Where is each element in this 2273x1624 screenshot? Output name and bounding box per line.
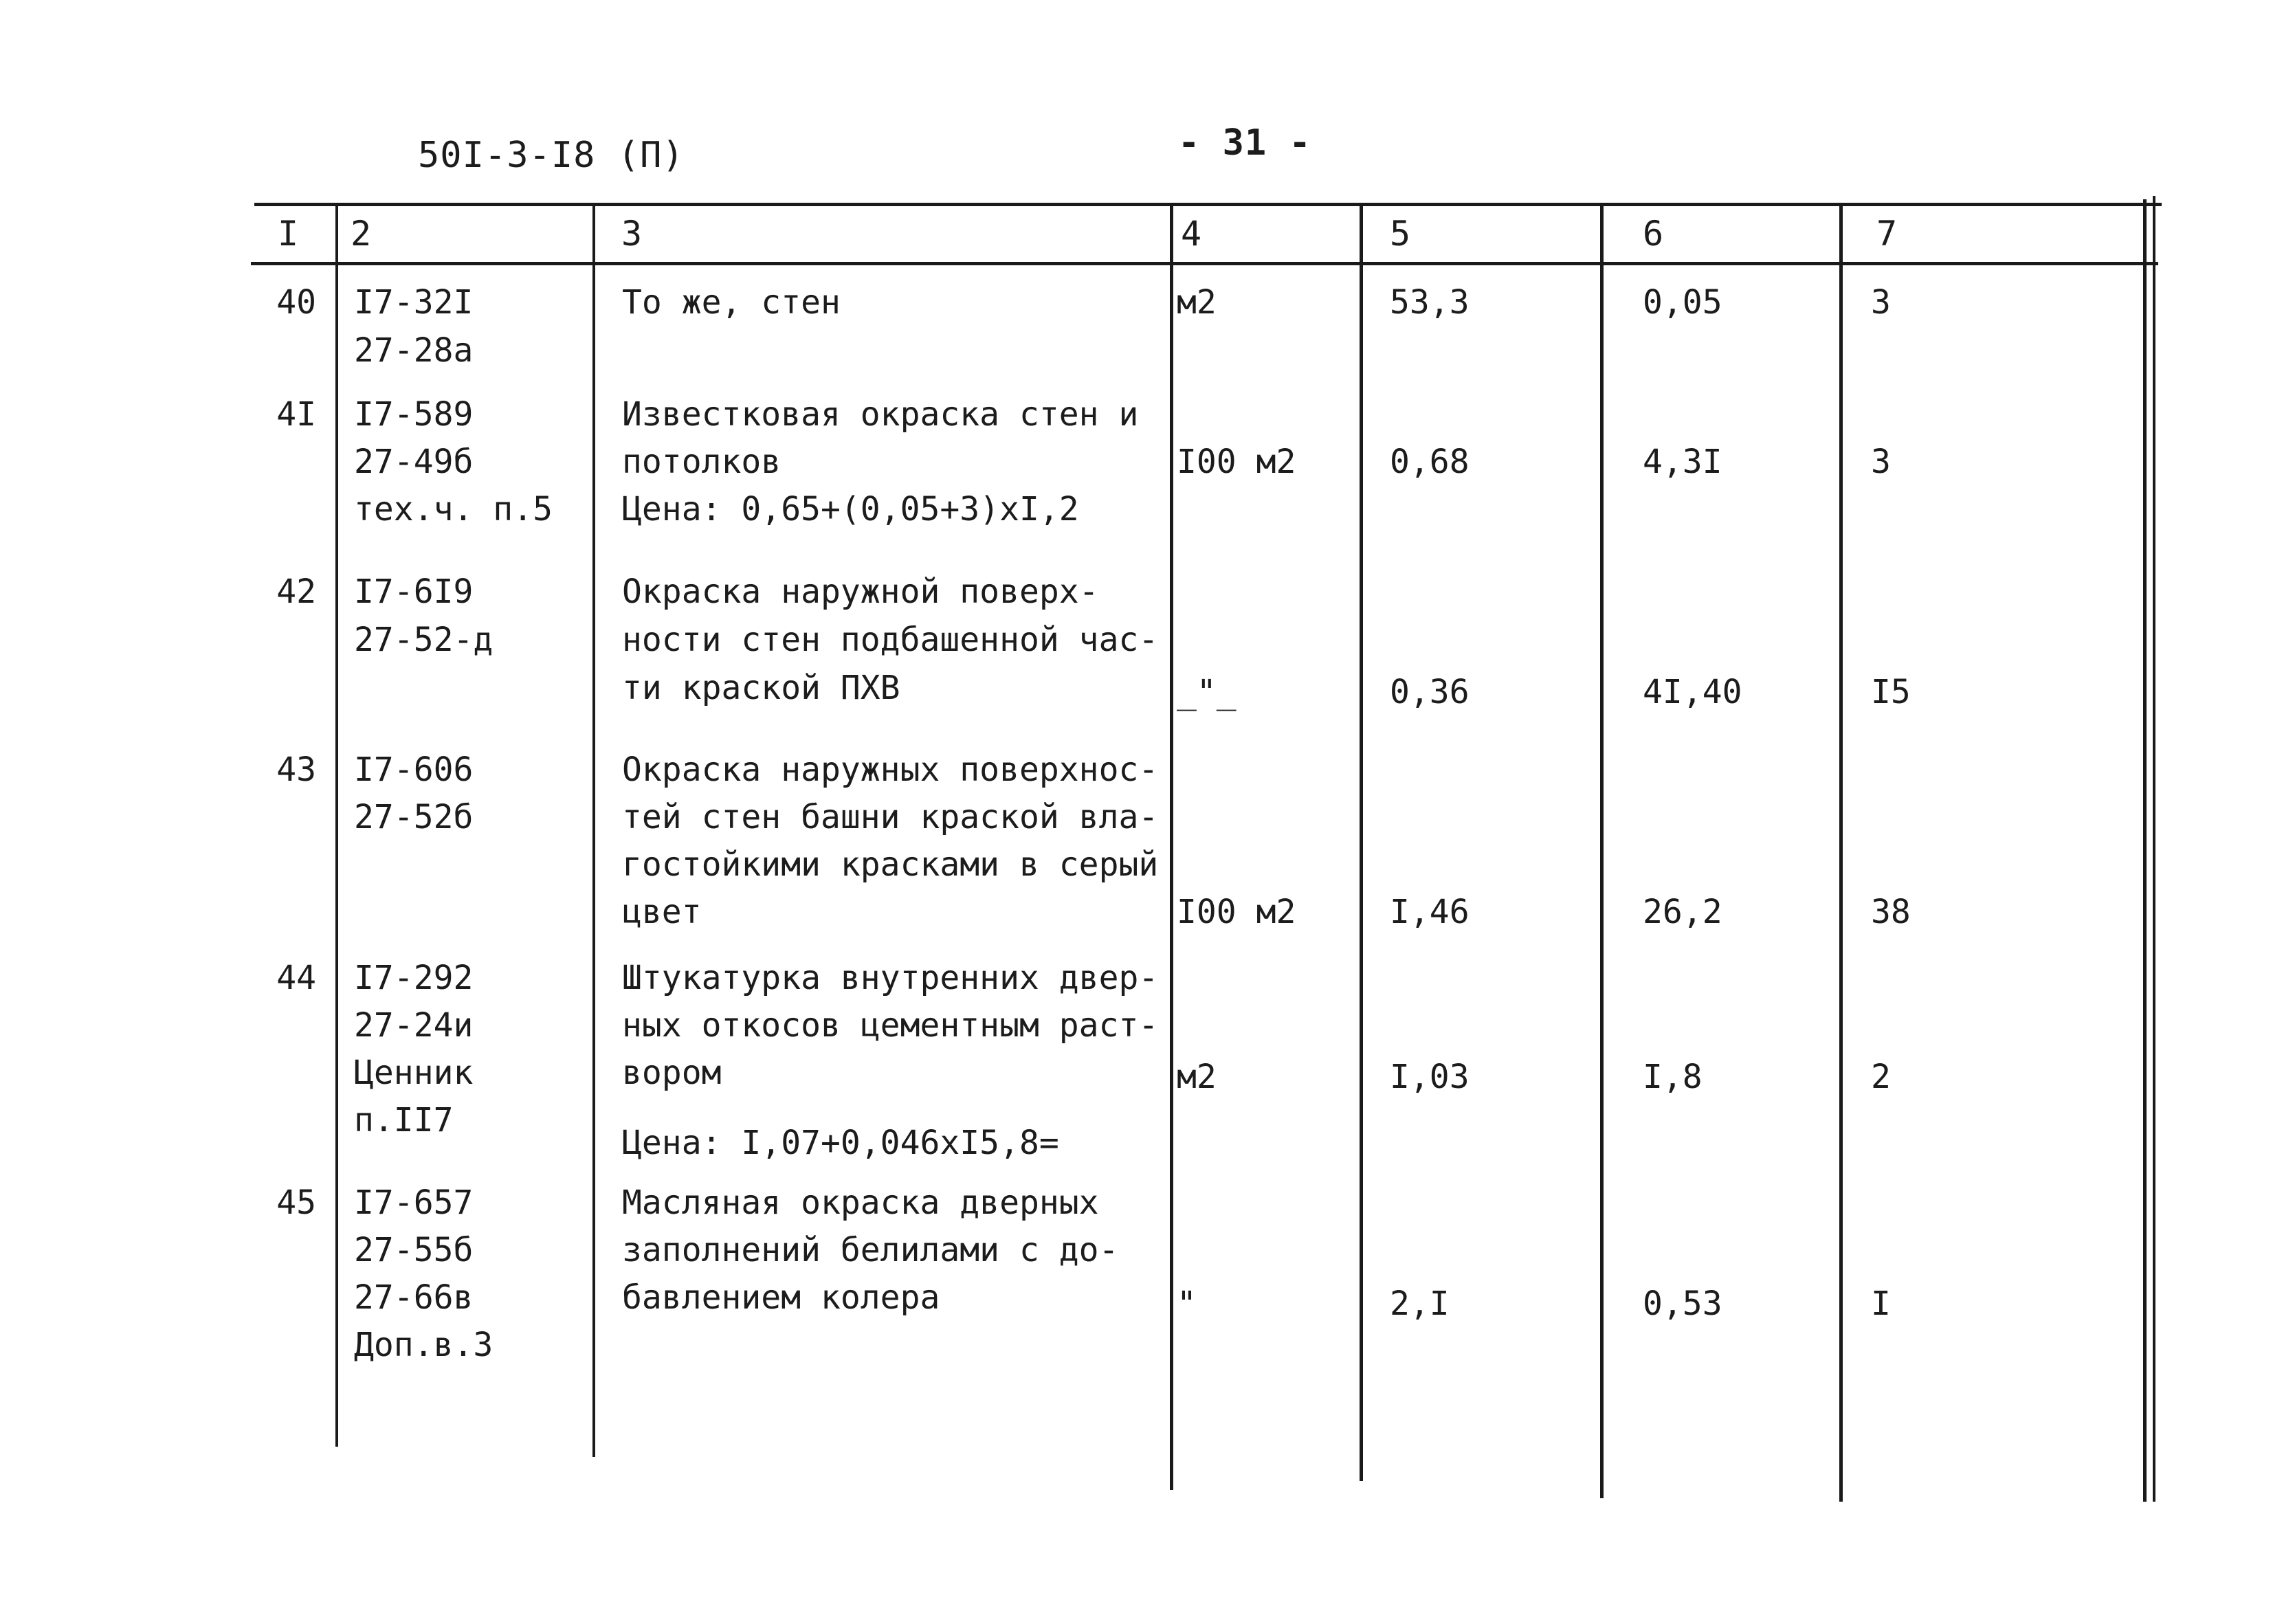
norm-code: I7-606 <box>354 750 474 789</box>
column-header-4: 4 <box>1181 214 1202 254</box>
quantity: 0,36 <box>1390 673 1470 711</box>
norm-code: п.II7 <box>354 1101 454 1139</box>
work-description: ных откосов цементным раст- <box>622 1006 1159 1045</box>
unit-price: 4,3I <box>1643 443 1722 481</box>
quantity: 2,I <box>1390 1284 1450 1323</box>
work-description: ности стен подбашенной час- <box>622 621 1159 659</box>
row-number: 44 <box>276 959 316 997</box>
total-cost: 3 <box>1871 283 1891 322</box>
total-cost: I5 <box>1871 673 1911 711</box>
unit: I00 м2 <box>1177 893 1296 931</box>
row-number: 43 <box>276 750 316 789</box>
work-description: Известковая окраска стен и <box>622 395 1139 434</box>
norm-code: 27-52б <box>354 798 474 836</box>
table-top-border <box>254 203 2162 206</box>
unit: " <box>1177 1284 1197 1323</box>
row-number: 45 <box>276 1183 316 1222</box>
quantity: 53,3 <box>1390 283 1470 322</box>
norm-code: I7-657 <box>354 1183 474 1222</box>
work-description: вором <box>622 1054 722 1092</box>
norm-code: тех.ч. п.5 <box>354 490 553 529</box>
column-divider-5 <box>1600 206 1604 1498</box>
page-number: - 31 - <box>1178 122 1311 164</box>
total-cost: 3 <box>1871 443 1891 481</box>
work-description: цвет <box>622 893 702 931</box>
unit: _"_ <box>1177 673 1237 711</box>
row-number: 42 <box>276 572 316 611</box>
price-formula: Цена: 0,65+(0,05+3)хI,2 <box>622 490 1079 529</box>
unit-price: 4I,40 <box>1643 673 1742 711</box>
norm-code: Доп.в.3 <box>354 1326 494 1364</box>
quantity: I,46 <box>1390 893 1470 931</box>
quantity: I,03 <box>1390 1058 1470 1096</box>
unit-price: 0,05 <box>1643 283 1722 322</box>
work-description: То же, стен <box>622 283 841 322</box>
column-header-5: 5 <box>1390 214 1411 254</box>
row-number: 40 <box>276 283 316 322</box>
unit: I00 м2 <box>1177 443 1296 481</box>
column-header-2: 2 <box>351 214 372 254</box>
column-divider-6 <box>1839 206 1843 1502</box>
quantity: 0,68 <box>1390 443 1470 481</box>
total-cost: 2 <box>1871 1058 1891 1096</box>
norm-code: 27-55б <box>354 1231 474 1269</box>
table-header-divider <box>251 262 2158 265</box>
work-description: тей стен башни краской вла- <box>622 798 1159 836</box>
norm-code: Ценник <box>354 1054 474 1092</box>
document-code: 50I-3-I8 (П) <box>418 135 685 176</box>
work-description: потолков <box>622 443 781 481</box>
norm-code: I7-32I <box>354 283 474 322</box>
norm-code: 27-49б <box>354 443 474 481</box>
work-description: гостойкими красками в серый <box>622 845 1159 884</box>
column-divider-2 <box>592 206 595 1457</box>
total-cost: 38 <box>1871 893 1911 931</box>
norm-code: 27-52-д <box>354 621 494 659</box>
norm-code: I7-6I9 <box>354 572 474 611</box>
norm-code: 27-28а <box>354 331 474 370</box>
column-header-7: 7 <box>1876 214 1898 254</box>
norm-code: I7-292 <box>354 959 474 997</box>
work-description: заполнений белилами с до- <box>622 1231 1119 1269</box>
column-header-1: I <box>278 214 299 254</box>
norm-code: 27-66в <box>354 1278 474 1317</box>
total-cost: I <box>1871 1284 1891 1323</box>
work-description: Масляная окраска дверных <box>622 1183 1099 1222</box>
price-formula: Цена: I,07+0,046хI5,8= <box>622 1124 1059 1162</box>
table-right-border <box>2143 199 2147 1502</box>
unit-price: 26,2 <box>1643 893 1722 931</box>
row-number: 4I <box>276 395 316 434</box>
column-header-6: 6 <box>1643 214 1664 254</box>
work-description: бавлением колера <box>622 1278 940 1317</box>
column-divider-3 <box>1170 206 1173 1490</box>
column-divider-4 <box>1360 206 1363 1481</box>
table-right-border-outer <box>2153 196 2155 1502</box>
unit: м2 <box>1177 1058 1217 1096</box>
column-divider-1 <box>335 206 338 1447</box>
work-description: Штукатурка внутренних двер- <box>622 959 1159 997</box>
norm-code: 27-24и <box>354 1006 474 1045</box>
column-header-3: 3 <box>621 214 643 254</box>
unit-price: 0,53 <box>1643 1284 1722 1323</box>
unit: м2 <box>1177 283 1217 322</box>
work-description: Окраска наружной поверх- <box>622 572 1099 611</box>
norm-code: I7-589 <box>354 395 474 434</box>
work-description: ти краской ПХВ <box>622 669 900 707</box>
unit-price: I,8 <box>1643 1058 1703 1096</box>
work-description: Окраска наружных поверхнос- <box>622 750 1159 789</box>
